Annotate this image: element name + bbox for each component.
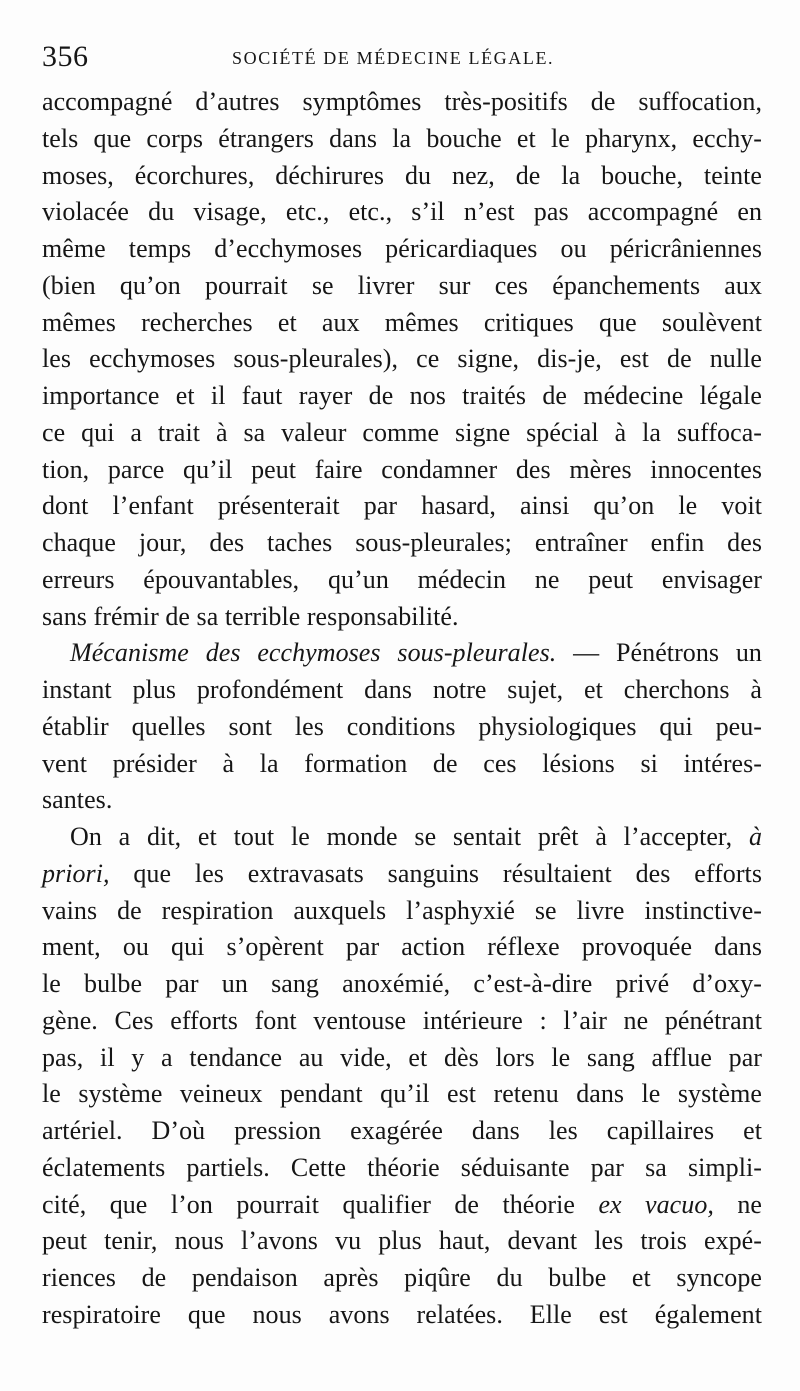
italic-text-run: à bbox=[748, 822, 762, 851]
text-run: cité, que l’on pourrait qualifier de théorie bbox=[42, 1189, 575, 1219]
text-line: chaque jour, des taches sous-pleurales; entraîner enfin des bbox=[42, 528, 762, 557]
text-line: vains de respiration auxquels l’asphyxié se livre instinctive- bbox=[42, 895, 762, 925]
text-line: mêmes recherches et aux mêmes critiques que soulèvent bbox=[42, 307, 762, 337]
text-line: moses, écorchures, déchirures du nez, de la bouche, teinte bbox=[42, 160, 762, 190]
text-line: le système veineux pendant qu’il est retenu dans le système bbox=[42, 1079, 762, 1109]
paragraph-start-line bbox=[42, 819, 762, 856]
italic-text-run: ex vacuo, bbox=[598, 1189, 714, 1219]
text-line: éclatements partiels. Cette théorie séduisante par sa simpli- bbox=[42, 1152, 762, 1182]
section-heading: Mécanisme des ecchymoses sous-pleurales. bbox=[70, 638, 557, 668]
page-number: 356 bbox=[42, 40, 89, 73]
text-line: artériel. D’où pression exagérée dans les capillaires et bbox=[42, 1116, 762, 1145]
text-line: instant plus profondément dans notre sujet, et cherchons à bbox=[42, 675, 762, 704]
text-line: le bulbe par un sang anoxémié, c’est-à-dire privé d’oxy- bbox=[42, 969, 762, 998]
text-line: les ecchymoses sous-pleurales), ce signe, dis-je, est de nulle bbox=[42, 344, 762, 374]
text-line bbox=[42, 1187, 762, 1224]
text-line: accompagné d’autres symptômes très-positifs de suffocation, bbox=[42, 87, 762, 116]
text-line: respiratoire que nous avons relatées. Elle est également bbox=[42, 1299, 762, 1329]
text-line: gène. Ces efforts font ventouse intérieure : l’air ne pénétrant bbox=[42, 1005, 762, 1035]
text-line: sans frémir de sa terrible responsabilité. bbox=[42, 601, 459, 631]
text-line: ce qui a trait à sa valeur comme signe spécial à la suffoca- bbox=[42, 417, 762, 447]
running-head bbox=[42, 36, 762, 76]
text-line: peut tenir, nous l’avons vu plus haut, devant les trois expé- bbox=[42, 1226, 762, 1256]
text-line: erreurs épouvantables, qu’un médecin ne peut envisager bbox=[42, 564, 762, 594]
text-line: riences de pendaison après piqûre du bulbe et syncope bbox=[42, 1263, 762, 1292]
text-line: pas, il y a tendance au vide, et dès lors le sang afflue par bbox=[42, 1042, 762, 1072]
running-title: SOCIÉTÉ DE MÉDECINE LÉGALE. bbox=[232, 48, 555, 68]
text-line: établir quelles sont les conditions physiologiques qui peu- bbox=[42, 711, 762, 741]
text-line: ment, ou qui s’opèrent par action réflexe provoquée dans bbox=[42, 932, 762, 962]
text-line: tion, parce qu’il peut faire condamner des mères innocentes bbox=[42, 454, 762, 484]
text-run: que les extravasats sanguins résultaient des efforts bbox=[109, 858, 762, 888]
text-line: tels que corps étrangers dans la bouche et le pharynx, ecchy- bbox=[42, 123, 762, 153]
text-run: ne bbox=[713, 1189, 762, 1219]
text-line: santes. bbox=[42, 785, 113, 815]
text-line: même temps d’ecchymoses péricardiaques ou péricrâniennes bbox=[42, 234, 762, 263]
italic-text-run: priori, bbox=[42, 858, 110, 888]
text-run: On a dit, et tout le monde se sentait prêt à l’accepter, bbox=[70, 822, 733, 851]
text-line: importance et il faut rayer de nos traités de médecine légale bbox=[42, 381, 762, 410]
text-line: vent présider à la formation de ces lésions si intéres- bbox=[42, 748, 762, 778]
text-line: violacée du visage, etc., etc., s’il n’est pas accompagné en bbox=[42, 197, 762, 227]
text-line bbox=[42, 856, 762, 893]
text-line: dont l’enfant présenterait par hasard, ainsi qu’on le voit bbox=[42, 491, 762, 521]
section-heading-continuation: — Pénétrons un bbox=[556, 638, 762, 668]
text-line: (bien qu’on pourrait se livrer sur ces épanchements aux bbox=[42, 270, 762, 300]
section-heading-line bbox=[42, 635, 762, 672]
body-text bbox=[42, 84, 762, 1334]
